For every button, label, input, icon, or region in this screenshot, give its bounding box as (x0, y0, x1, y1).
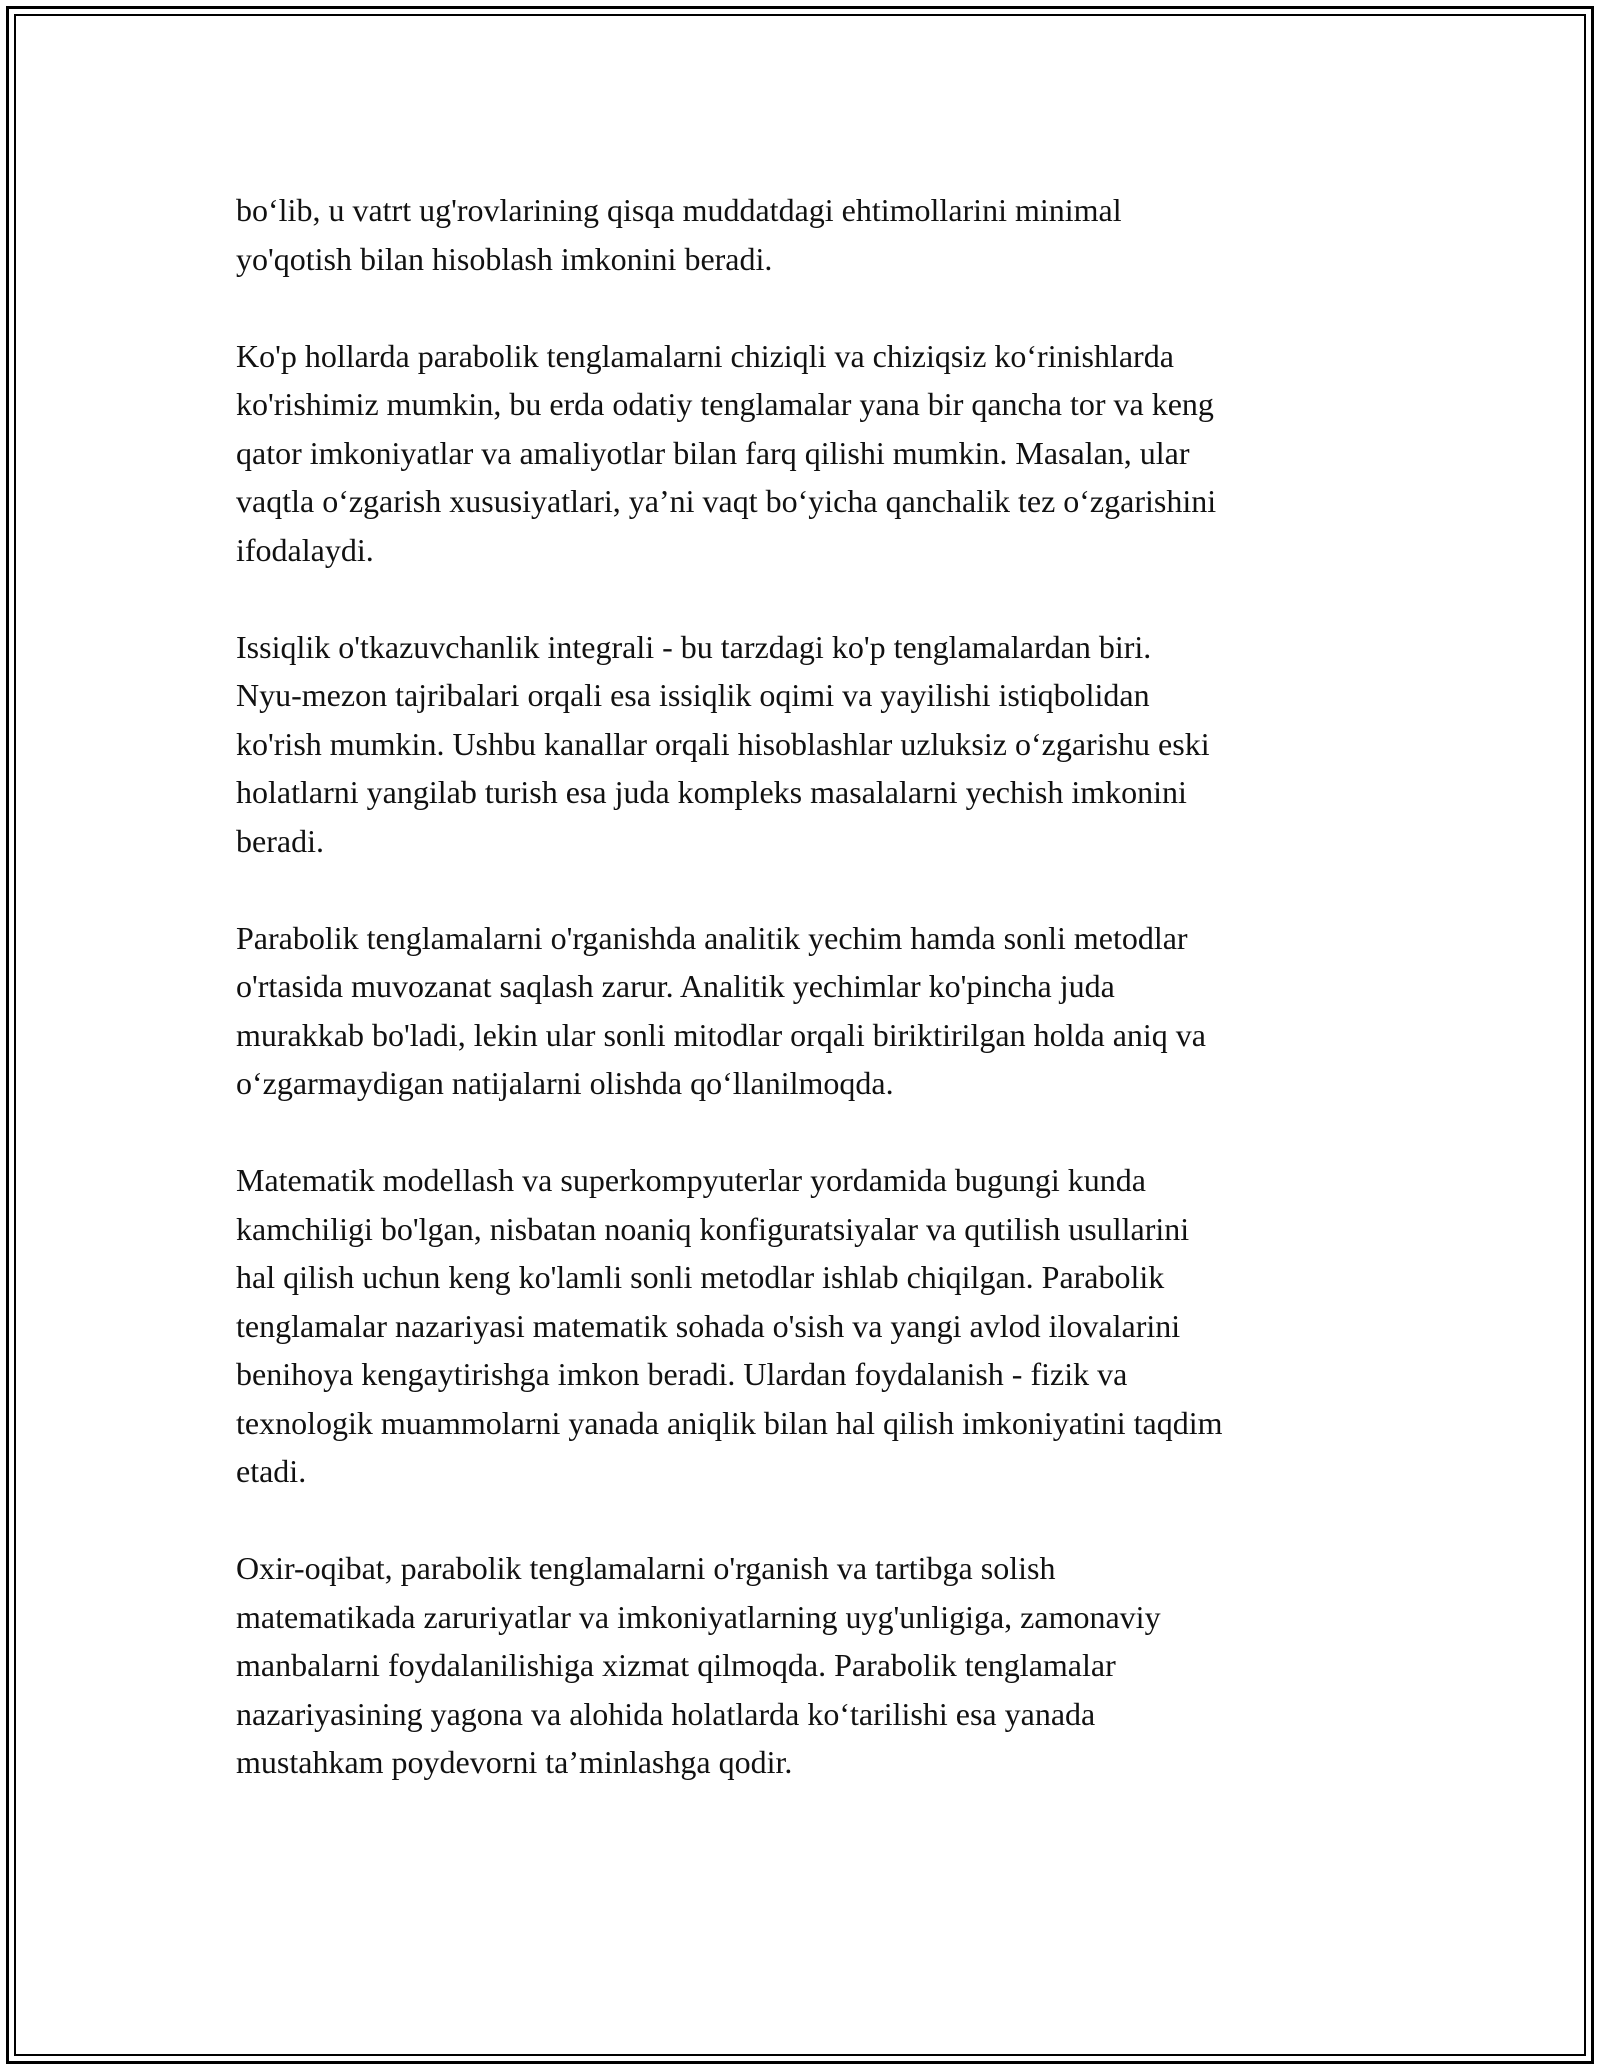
text-line: bo‘lib, u vatrt ug'rovlarining qisqa muddatdagi ehtimollarini minimal (236, 192, 1122, 228)
text-line: ko'rishimiz mumkin, bu erda odatiy tenglamalar yana bir qancha tor va keng (236, 386, 1214, 422)
text-line: Nyu-mezon tajribalari orqali esa issiqlik oqimi va yayilishi istiqbolidan (236, 677, 1150, 713)
text-line: Matematik modellash va superkompyuterlar yordamida bugungi kunda (236, 1162, 1146, 1198)
text-line: yo'qotish bilan hisoblash imkonini beradi. (236, 240, 773, 277)
text-line: qator imkoniyatlar va amaliyotlar bilan farq qilishi mumkin. Masalan, ular (236, 434, 1190, 471)
text-line: vaqtla o‘zgarish xususiyatlari, ya’ni vaqt bo‘yicha qanchalik tez o‘zgarishini (236, 483, 1217, 519)
text-line: ifodalaydi. (236, 531, 374, 568)
text-line: texnologik muammolarni yanada aniqlik bilan hal qilish imkoniyatini taqdim (236, 1404, 1223, 1441)
text-line: hal qilish uchun keng ko'lamli sonli metodlar ishlab chiqilgan. Parabolik (236, 1259, 1165, 1295)
document-body (236, 186, 1386, 1787)
paragraph-5 (236, 1156, 1386, 1496)
text-line: Oxir-oqibat, parabolik tenglamalarni o'rganish va tartibga solish (236, 1550, 1056, 1586)
text-line: tenglamalar nazariyasi matematik sohada o'sish va yangi avlod ilovalarini (236, 1307, 1181, 1344)
text-line: Ko'p hollarda parabolik tenglamalarni chiziqli va chiziqsiz ko‘rinishlarda (236, 337, 1174, 374)
text-line: matematikada zaruriyatlar va imkoniyatlarning uyg'unligiga, zamonaviy (236, 1598, 1161, 1635)
text-line: mustahkam poydevorni ta’minlashga qodir. (236, 1744, 793, 1780)
text-line: o'rtasida muvozanat saqlash zarur. Analitik yechimlar ko'pincha juda (236, 968, 1115, 1004)
text-line: Parabolik tenglamalarni o'rganishda analitik yechim hamda sonli metodlar (236, 919, 1188, 956)
text-line: beradi. (236, 822, 324, 859)
text-line: holatlarni yangilab turish esa juda kompleks masalalarni yechish imkonini (236, 774, 1187, 810)
text-line: etadi. (236, 1453, 307, 1489)
paragraph-4 (236, 914, 1386, 1108)
text-line: Issiqlik o'tkazuvchanlik integrali - bu tarzdagi ko'p tenglamalardan biri. (236, 628, 1152, 665)
text-line: nazariyasining yagona va alohida holatlarda ko‘tarilishi esa yanada (236, 1695, 1096, 1732)
paragraph-6 (236, 1544, 1386, 1787)
text-line: ko'rish mumkin. Ushbu kanallar orqali hisoblashlar uzluksiz o‘zgarishu eski (236, 725, 1210, 762)
paragraph-1 (236, 186, 1386, 283)
text-line: o‘zgarmaydigan natijalarni olishda qo‘llanilmoqda. (236, 1065, 894, 1101)
text-line: benihoya kengaytirishga imkon beradi. Ulardan foydalanish - fizik va (236, 1356, 1128, 1392)
text-line: manbalarni foydalanilishiga xizmat qilmoqda. Parabolik tenglamalar (236, 1647, 1116, 1683)
paragraph-2 (236, 332, 1386, 575)
paragraph-3 (236, 623, 1386, 866)
text-line: murakkab bo'ladi, lekin ular sonli mitodlar orqali biriktirilgan holda aniq va (236, 1016, 1206, 1053)
text-line: kamchiligi bo'lgan, nisbatan noaniq konfiguratsiyalar va qutilish usullarini (236, 1210, 1190, 1247)
